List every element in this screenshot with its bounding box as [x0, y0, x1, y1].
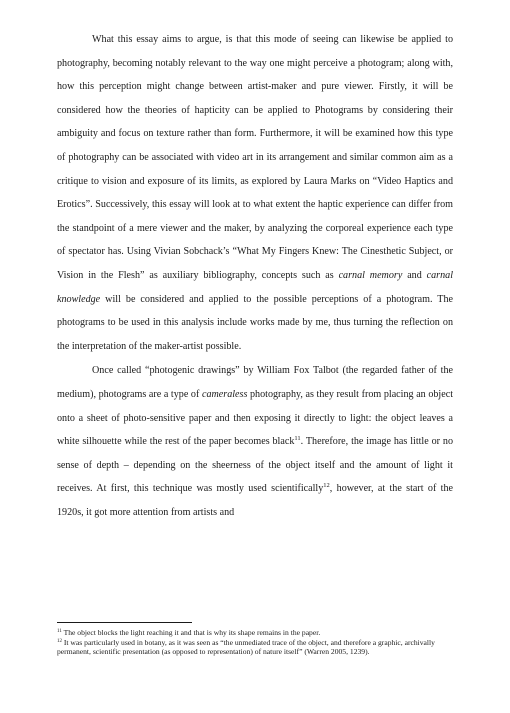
paragraph-text: photography, as they result from placing an object onto a sheet of photo-sensitive paper and then exposing it directly to light: the object leaves a white silhouette while the rest of the paper becomes black	[57, 388, 454, 448]
paragraph-text: will be considered and applied to the possible perceptions of a photogram. The photograms to be used in this analysis include works made by me, thus turning the reflection on the interpretation of the maker-artist possible.	[57, 293, 453, 352]
footnotes-section	[57, 628, 453, 657]
footnote-reference[interactable]: 11	[294, 435, 301, 443]
paragraph-text: What this essay aims to argue, is that this mode of seeing can likewise be applied to photography, becoming notably relevant to the way one might perceive a photogram; along with, how this perception might change between artist-maker and pure viewer. Firstly, it will be considered how the theories of hapticity can be applied to Photograms by considering their ambiguity and focus on texture rather than form. Furthermore, it will be examined how this type of photography can be associated with video art in its arrangement and similar common aim as a critique to vision and exposure of its limits, as explored by Laura Marks on “Video Haptics and Erotics”. Successively, this essay will look at to what extent the haptic experience can differ from the standpoint of a mere viewer and the maker, by analyzing the corporeal experience each type of spectator has. Using Vivian Sobchack’s “What My Fingers Knew: The Cinesthetic Subject, or Vision in the Flesh” as auxiliary bibliography, concepts such as	[57, 34, 453, 281]
footnote-text: It was particularly used in botany, as it was seen as “the unmediated trace of the object, and therefore a graphic, archivally permanent, scientific presentation (as opposed to representation) of nature itself” (Warren 2005, 1239).	[57, 637, 435, 657]
body-paragraph	[57, 28, 453, 358]
paragraph-text: and	[402, 269, 427, 281]
footnote-number: 12	[57, 638, 62, 644]
footnote-separator	[57, 622, 192, 623]
paragraph-text: . Therefore, the image has little or no sense of depth – depending on the sheerness of the object itself and the amount of light it receives. At first, this technique was mostly used scientifically	[57, 436, 453, 495]
paragraph-text: , however, at the start of the 1920s, it got more attention from artists and	[57, 483, 453, 518]
italic-term: carnal memory	[338, 269, 403, 281]
footnote-reference[interactable]: 12	[323, 482, 330, 490]
footnote-text: The object blocks the light reaching it and that is why its shape remains in the paper.	[61, 628, 321, 637]
paragraph-text: Once called “photogenic drawings” by William Fox Talbot (the regarded father of the medium), photograms are a type of	[57, 365, 453, 400]
footnote	[57, 628, 453, 638]
italic-term: cameraless	[201, 388, 248, 400]
footnote	[57, 638, 453, 657]
italic-term: carnal knowledge	[57, 269, 453, 305]
body-paragraph	[57, 359, 453, 524]
document-body	[57, 28, 453, 524]
footnote-number: 11	[57, 629, 62, 634]
